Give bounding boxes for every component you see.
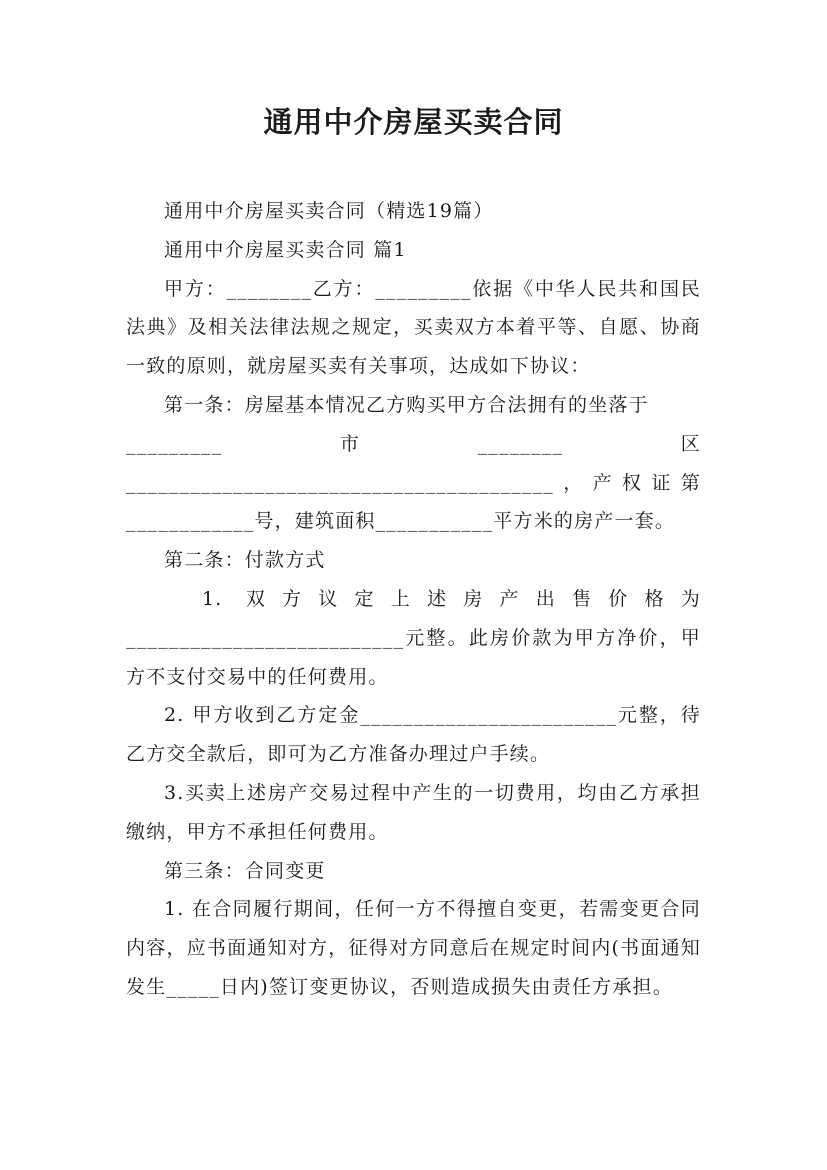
- paragraph-change-1: 1. 在合同履行期间，任何一方不得擅自变更，若需变更合同内容，应书面通知对方，征得对方同意后在规定时间内(书面通知发生_____日内)签订变更协议，否则造成损失由责任方承担。: [126, 898, 701, 998]
- paragraph-subtitle: 通用中介房屋买卖合同（精选19篇）: [164, 200, 494, 222]
- document-title: 通用中介房屋买卖合同: [263, 105, 564, 139]
- paragraph-article-3: 第三条：合同变更: [164, 859, 326, 882]
- address-blank-b: ________: [477, 432, 564, 455]
- address-blank-a: _________: [126, 432, 223, 455]
- paragraph-article-2: 第二条：付款方式: [164, 549, 326, 572]
- address-line-2: [126, 464, 701, 503]
- paragraph-section-heading: 通用中介房屋买卖合同 篇1: [164, 238, 407, 261]
- address-line: [126, 425, 701, 464]
- address-line-2-text: ________________________________________，产权证第: [126, 471, 701, 494]
- paragraph-parties: 甲方：________乙方：_________依据《中华人民共和国民法典》及相关法律法规之规定，买卖双方本着平等、自愿、协商一致的原则，就房屋买卖有关事项，达成如下协议：: [126, 277, 701, 378]
- address-district: 区: [680, 432, 701, 455]
- paragraph-payment-1: 1. 双方议定上述房产出售价格为__________________________元整。此房价款为甲方净价，甲方不支付交易中的任何费用。: [126, 587, 701, 688]
- document-body: [126, 192, 701, 1007]
- paragraph-payment-2: 2. 甲方收到乙方定金________________________元整，待乙方交全款后，即可为乙方准备办理过户手续。: [126, 704, 701, 766]
- paragraph-payment-3: 3.买卖上述房产交易过程中产生的一切费用，均由乙方承担缴纳，甲方不承担任何费用。: [126, 781, 701, 843]
- address-city: 市: [339, 432, 361, 455]
- address-line-3: ____________号，建筑面积___________平方米的房产一套。: [126, 510, 676, 533]
- paragraph-article-1: 第一条：房屋基本情况乙方购买甲方合法拥有的坐落于: [164, 393, 649, 416]
